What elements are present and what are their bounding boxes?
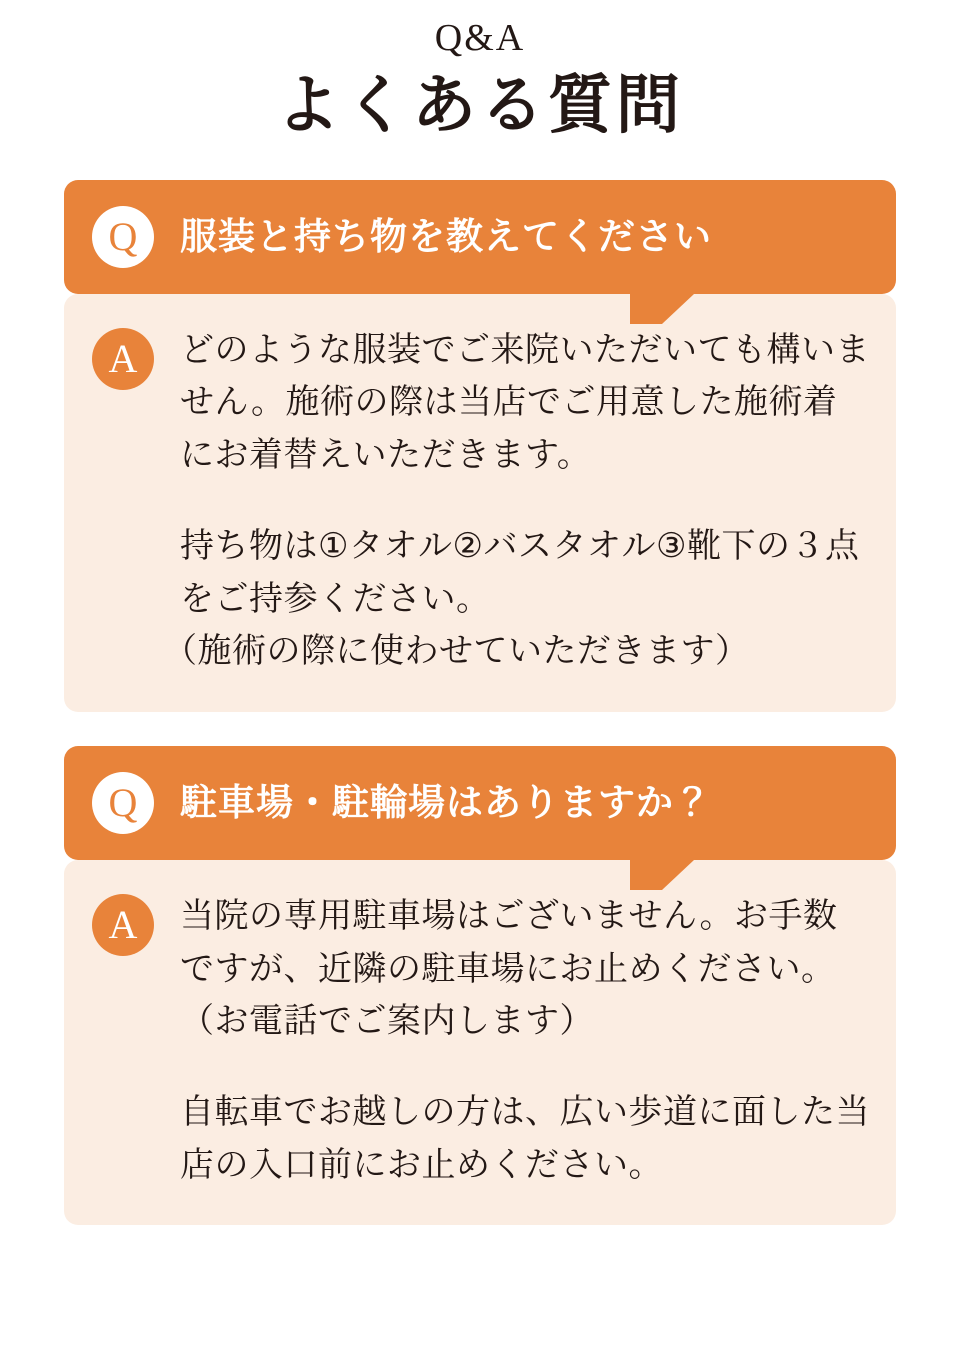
qa-item-1: [64, 180, 896, 712]
answer-badge-icon: A: [92, 894, 154, 956]
page-header: [64, 0, 896, 146]
answer-bubble-2: [64, 860, 896, 1225]
answer-bubble-1: [64, 294, 896, 712]
answer-paragraph: 持ち物は①タオル②バスタオル③靴下の３点をご持参ください。: [180, 526, 860, 618]
answer-body-2: [180, 890, 870, 1191]
question-bubble-1: [64, 180, 896, 294]
question-text-2: 駐車場・駐輪場はありますか？: [180, 781, 712, 823]
page-eyebrow: Q&A: [434, 17, 526, 59]
answer-body-1: [163, 324, 870, 678]
page-title: よくある質問: [276, 68, 684, 143]
question-bubble-2: [64, 746, 896, 860]
answer-badge-icon: A: [92, 328, 154, 390]
question-text-1: 服装と持ち物を教えてください: [180, 215, 712, 257]
qa-item-2: [64, 746, 896, 1225]
question-badge-icon: Q: [92, 206, 154, 268]
answer-note: （施術の際に使わせていただきます）: [163, 632, 750, 671]
question-badge-icon: Q: [92, 772, 154, 834]
answer-paragraph: 当院の専用駐車場はございません。お手数ですが、近隣の駐車場にお止めください。（お電話でご案内します）: [180, 896, 838, 1041]
answer-paragraph: 自転車でお越しの方は、広い歩道に面した当店の入口前にお止めください。: [180, 1092, 870, 1184]
answer-paragraph: どのような服装でご来院いただいても構いません。施術の際は当店でご用意した施術着にお着替えいただきます。: [180, 330, 870, 475]
